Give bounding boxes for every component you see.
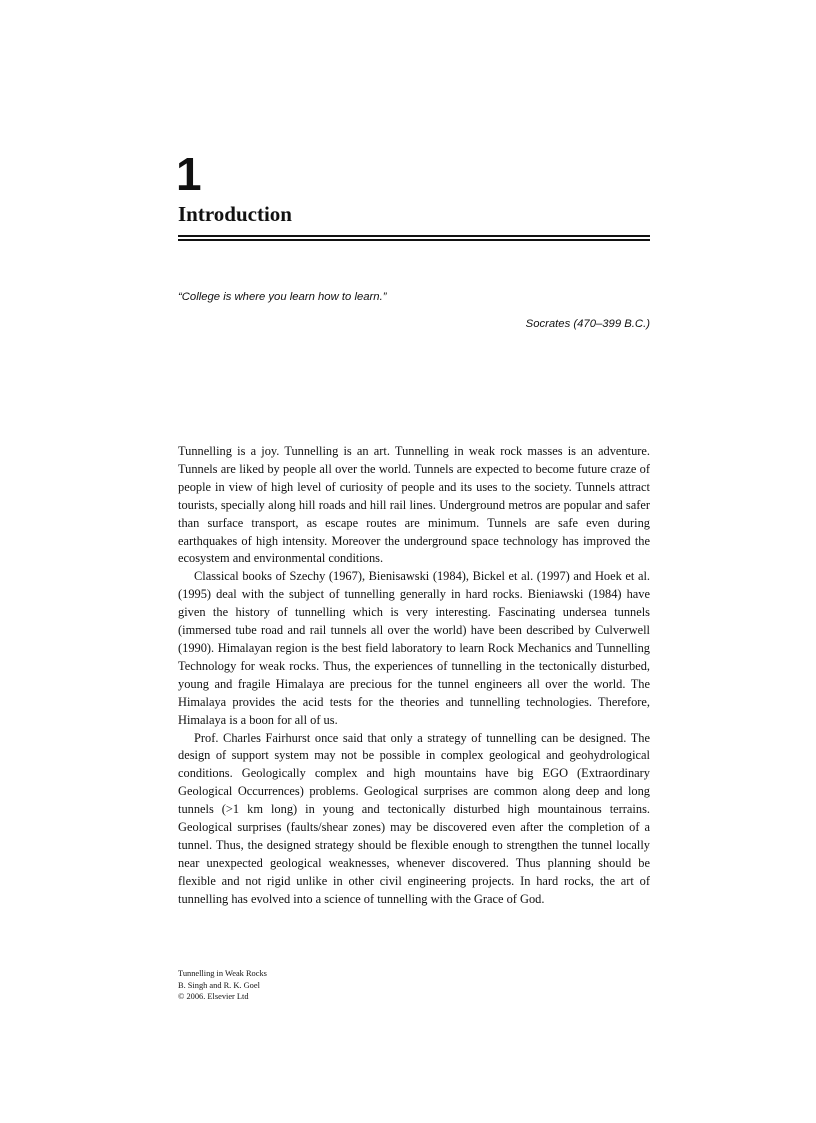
paragraph-1: Tunnelling is a joy. Tunnelling is an art. Tunnelling in weak rock masses is an adventure. Tunnels are liked by people all over the world. Tunnels are expected to become future craze of people in view of high level of curiosity of people and its uses to the society. Tunnels attract tourists, specially along hill roads and hill rail lines. Underground metros are popular and safer than surface transport, as escape routes are minimum. Tunnels are safe even during earthquakes of high intensity. Moreover the underground space technology has improved the ecosystem and environmental conditions.: [178, 444, 650, 566]
epigraph-quote: “College is where you learn how to learn.”: [178, 291, 387, 303]
body-text: [178, 443, 650, 909]
footnote-authors: B. Singh and R. K. Goel: [178, 980, 260, 990]
paragraph-3: Prof. Charles Fairhurst once said that only a strategy of tunnelling can be designed. The design of support system may not be possible in complex geological and geohydrological conditions. Geologically complex and high mountains have big EGO (Extraordinary Geological Occurrences) problems. Geological surprises are common along deep and long tunnels (>1 km long) in young and tectonically disturbed high mountainous terrains. Geological surprises (faults/shear zones) may be discovered even after the completion of a tunnel. Thus, the designed strategy should be flexible enough to strengthen the tunnel locally near unexpected geological weaknesses, whenever discovered. Thus planning should be flexible and not rigid unlike in other civil engineering projects. In hard rocks, the art of tunnelling has evolved into a science of tunnelling with the Grace of God.: [178, 730, 650, 906]
book-footnote: [178, 968, 478, 1003]
title-double-rule: [178, 235, 650, 241]
paragraph-2: Classical books of Szechy (1967), Bienisawski (1984), Bickel et al. (1997) and Hoek et al. (1995) deal with the subject of tunnelling generally in hard rocks. Bieniawski (1984) have given the history of tunnelling which is very interesting. Fascinating undersea tunnels (immersed tube road and rail tunnels all over the world) have been described by Culverwell (1990). Himalayan region is the best field laboratory to learn Rock Mechanics and Tunnelling Technology for weak rocks. Thus, the experiences of tunnelling in the tectonically disturbed, young and fragile Himalaya are precious for the tunnel engineers all over the world. The Himalaya provides the acid tests for the theories and tunnelling technologies. Therefore, Himalaya is a boon for all of us.: [178, 569, 650, 727]
epigraph-author: Socrates (470–399 B.C.): [525, 318, 650, 330]
footnote-book-title: Tunnelling in Weak Rocks: [178, 969, 267, 978]
footnote-copyright: © 2006. Elsevier Ltd: [178, 992, 249, 1001]
chapter-number: 1: [176, 148, 202, 200]
chapter-title: Introduction: [178, 202, 292, 226]
